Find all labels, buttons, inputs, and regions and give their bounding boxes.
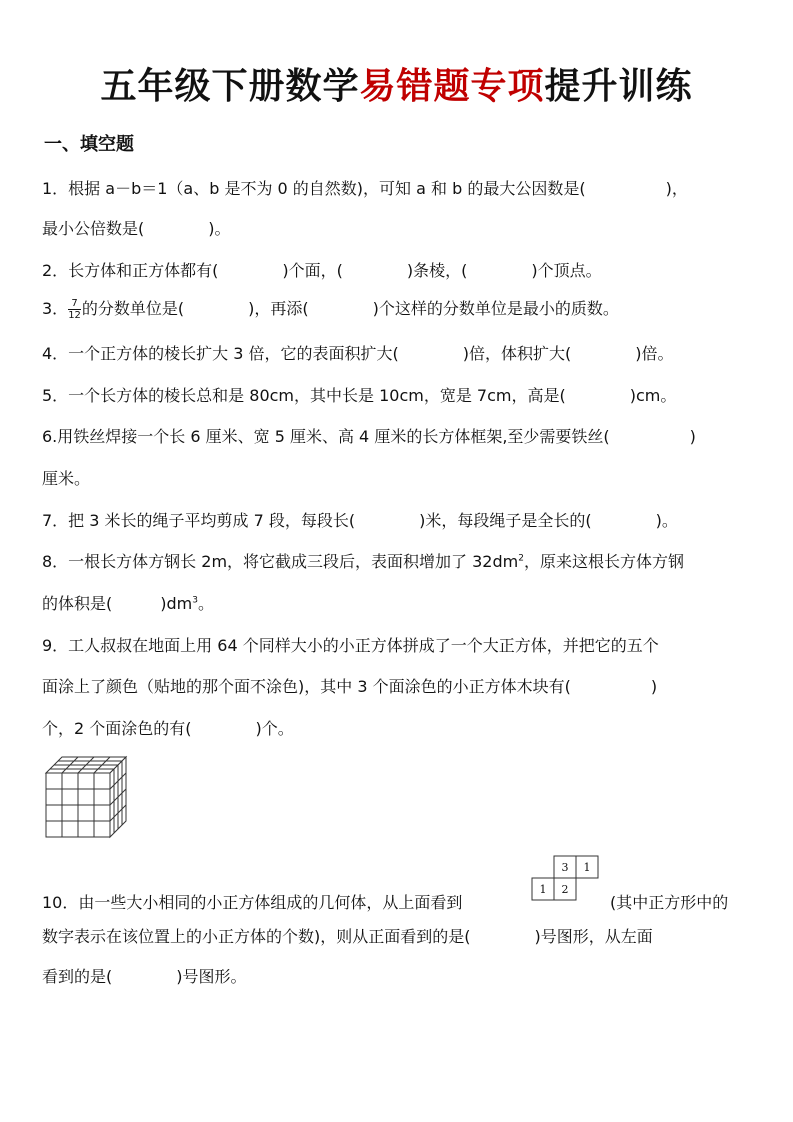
question-8-line-1 — [42, 549, 684, 572]
title-part-3: 提升训练 — [544, 66, 693, 107]
question-10-line-1-end: (其中正方形中的 — [610, 893, 729, 912]
question-9-line-3: 个，2 个面涂色的有( )个。 — [42, 719, 294, 738]
title-part-2-highlight: 易错题专项 — [359, 66, 545, 107]
question-2: 2．长方体和正方体都有( )个面，( )条棱，( )个顶点。 — [42, 261, 602, 280]
question-8-text-d: 。 — [197, 594, 214, 613]
grid-number: 3 — [561, 861, 569, 874]
question-9-line-2: 面涂上了颜色（贴地的那个面不涂色)，其中 3 个面涂色的小正方体木块有( ) — [42, 677, 658, 696]
top-view-grid-figure — [530, 855, 604, 901]
question-1-line-2: 最小公倍数是( )。 — [42, 219, 231, 238]
question-3-text: 的分数单位是( )，再添( )个这样的分数单位是最小的质数。 — [81, 299, 619, 318]
question-8-text-c: 的体积是( )dm — [42, 594, 193, 613]
superscript-2: 2 — [518, 553, 524, 564]
question-8-text-b: ，原来这根长方体方钢 — [523, 552, 684, 571]
question-8-line-2 — [42, 591, 214, 614]
title-part-1: 五年级下册数学 — [100, 66, 360, 107]
fraction-numerator: 7 — [68, 298, 81, 310]
question-8-text-a: 8．一根长方体方钢长 2m，将它截成三段后，表面积增加了 32dm — [42, 552, 519, 571]
superscript-3: 3 — [192, 595, 198, 606]
question-9-line-1: 9．工人叔叔在地面上用 64 个同样大小的小正方体拼成了一个大正方体，并把它的五个 — [42, 636, 659, 655]
page-title — [0, 58, 793, 109]
question-5: 5．一个长方体的棱长总和是 80cm，其中长是 10cm，宽是 7cm，高是( )cm。 — [42, 386, 677, 405]
question-7: 7．把 3 米长的绳子平均剪成 7 段，每段长( )米，每段绳子是全长的( )。 — [42, 511, 678, 530]
question-6-line-1: 6.用铁丝焊接一个长 6 厘米、宽 5 厘米、高 4 厘米的长方体框架,至少需要铁丝( ) — [42, 427, 696, 446]
question-10-line-3: 看到的是( )号图形。 — [42, 967, 247, 986]
question-3-number: 3． — [42, 299, 69, 318]
cube-4x4x4-illustration — [44, 755, 134, 839]
question-6-line-2: 厘米。 — [42, 469, 91, 488]
grid-number: 1 — [539, 883, 547, 896]
question-10-line-2: 数字表示在该位置上的小正方体的个数)，则从正面看到的是( )号图形，从左面 — [42, 927, 653, 946]
fraction-denominator: 12 — [68, 310, 81, 321]
question-10-line-1-start: 10．由一些大小相同的小正方体组成的几何体，从上面看到 — [42, 893, 463, 912]
question-1-line-1: 1．根据 a－b＝1（a、b 是不为 0 的自然数)，可知 a 和 b 的最大公因数是( )， — [42, 179, 688, 198]
grid-number: 1 — [583, 861, 591, 874]
question-4: 4．一个正方体的棱长扩大 3 倍，它的表面积扩大( )倍，体积扩大( )倍。 — [42, 344, 674, 363]
grid-number: 2 — [561, 883, 569, 896]
question-3 — [42, 296, 619, 321]
fraction-seven-twelfths — [68, 298, 81, 321]
section-heading: 一、填空题 — [44, 134, 134, 155]
